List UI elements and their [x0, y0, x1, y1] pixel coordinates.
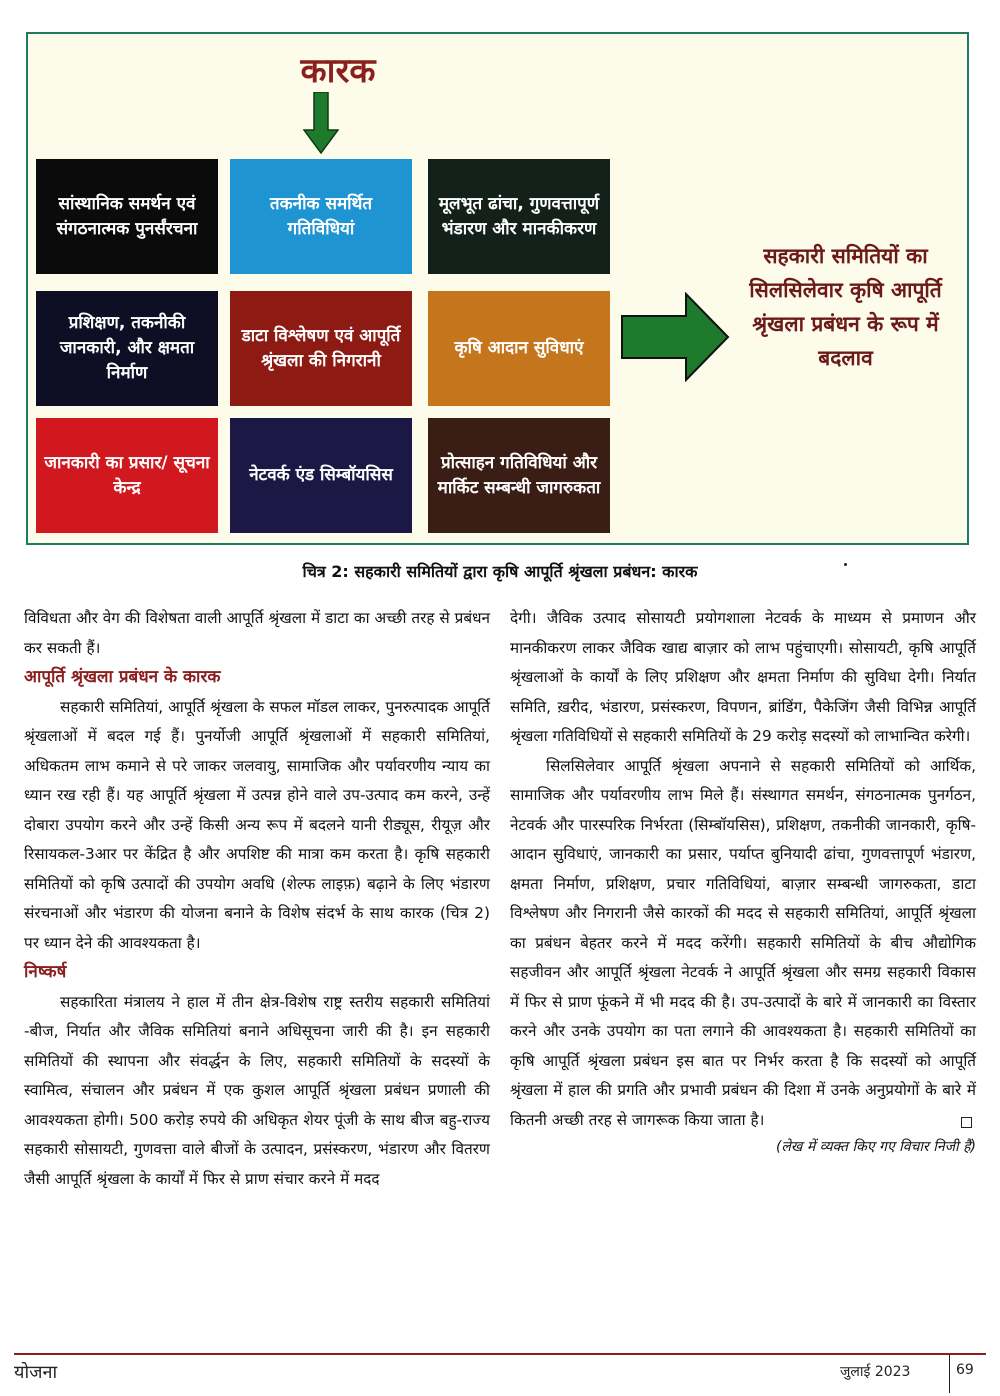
- factor-box-institutional-support: सांस्थानिक समर्थन एवं संगठनात्मक पुनर्संरचना: [36, 159, 218, 274]
- magazine-name: योजना: [14, 1362, 58, 1383]
- factor-box-tech-activities: तकनीक समर्थित गतिविधियां: [230, 159, 412, 274]
- figure-caption: चित्र 2: सहकारी समितियों द्वारा कृषि आपूर्ति श्रृंखला प्रबंधन: कारक: [302, 562, 698, 581]
- factor-box-training: प्रशिक्षण, तकनीकी जानकारी, और क्षमता निर्माण: [36, 291, 218, 406]
- stray-dot: [844, 563, 847, 566]
- factor-box-agri-input: कृषि आदान सुविधाएं: [428, 291, 610, 406]
- factor-box-infrastructure: मूलभूत ढांचा, गुणवत्तापूर्ण भंडारण और मानकीकरण: [428, 159, 610, 274]
- paragraph: सहकारिता मंत्रालय ने हाल में तीन क्षेत्र-विशेष राष्ट्र स्तरीय सहकारी समितियां -बीज, निर्यात और जैविक समितियां बनाने अधिसूचना जारी की है। इन सहकारी समितियों की स्थापना और संवर्द्धन के लिए, सहकारी समितियों के सदस्यों के स्वामित्व, संचालन और प्रबंधन में एक कुशल आपूर्ति श्रृंखला प्रबंधन प्रणाली की आवश्यकता होगी। 500 करोड़ रुपये की अधिकृत शेयर पूंजी के साथ बीज बहु-राज्य सहकारी सोसायटी, गुणवत्ता वाले बीजों के उत्पादन, प्रसंस्करण, भंडारण और वितरण जैसी आपूर्ति श्रृंखला के कार्यों में फिर से प्राण संचार करने में मदद: [24, 992, 490, 1188]
- paragraph: देगी। जैविक उत्पाद सोसायटी प्रयोगशाला नेटवर्क के माध्यम से प्रमाणन और मानकीकरण लाकर जैविक खाद्य बाज़ार को लाभ पहुंचाएगी। सोसायटी, कृषि आपूर्ति श्रृंखलाओं के कार्यों के लिए प्रशिक्षण और क्षमता निर्माण की सुविधा देगी। निर्यात समिति, ख़रीद, भंडारण, प्रसंस्करण, विपणन, ब्रांडिंग, पैकेजिंग जैसी विभिन्न आपूर्ति श्रृंखला गतिविधियों से सहकारी समितियों के 29 करोड़ सदस्यों को लाभान्वित करेगी।: [510, 609, 976, 745]
- outcome-text: सहकारी समितियों का सिलसिलेवार कृषि आपूर्ति श्रृंखला प्रबंधन के रूप में बदलाव: [749, 244, 942, 370]
- figure-title: कारक: [300, 51, 376, 91]
- paragraph-text: सिलसिलेवार आपूर्ति श्रृंखला अपनाने से सहकारी समितियों को आर्थिक, सामाजिक और पर्यावरणीय लाभ मिले हैं। संस्थागत समर्थन, संगठनात्मक पुनर्गठन, नेटवर्क और पारस्परिक निर्भरता (सिम्बॉयसिस), प्रशिक्षण, तकनीकी जानकारी, कृषि-आदान सुविधाएं, जानकारी का प्रसार, पर्याप्त बुनियादी ढांचा, गुणवत्तापूर्ण भंडारण, क्षमता निर्माण, प्रशिक्षण, प्रचार गतिविधियां, बाज़ार सम्बन्धी जागरुकता, डाटा विश्लेषण और निगरानी जैसे कारकों की मदद से सहकारी समितियां, आपूर्ति श्रृंखला का प्रबंधन बेहतर करने में मदद करेंगी। सहकारी समितियों के बीच औद्योगिक सहजीवन और आपूर्ति श्रृंखला नेटवर्क ने आपूर्ति श्रृंखला और समग्र सहकारी विकास में फिर से प्राण फूंकने में भी मदद की है। उप-उत्पादों के बारे में जानकारी का विस्तार करने और उनके उपयोग का पता लगाने की आवश्यकता है। सहकारी समितियों का कृषि आपूर्ति श्रृंखला प्रबंधन इस बात पर निर्भर करता है कि सदस्यों को आपूर्ति श्रृंखला में हाल की प्रगति और प्रभावी प्रबंधन की दिशा में उनके अनुप्रयोगों के बारे में कितनी अच्छी तरह से जागरूक किया जाता है।: [510, 756, 976, 1129]
- factor-box-information-dissemination: जानकारी का प्रसार/ सूचना केन्द्र: [36, 418, 218, 533]
- factor-box-data-analysis: डाटा विश्लेषण एवं आपूर्ति श्रृंखला की निगरानी: [230, 291, 412, 406]
- page-number: 69: [956, 1362, 974, 1378]
- right-column: [510, 604, 976, 1159]
- down-arrow-icon: [303, 92, 339, 154]
- paragraph: सहकारी समितियां, आपूर्ति श्रृंखला के सफल मॉडल लाकर, पुनरुत्पादक आपूर्ति श्रृंखलाओं में बदल गई हैं। पुनर्योजी आपूर्ति श्रृंखलाओं में सहकारी समितियां, अधिकतम लाभ कमाने से परे जाकर जलवायु, सामाजिक और पर्यावरणीय न्याय का ध्यान रख रही हैं। यह आपूर्ति श्रृंखला में उत्पन्न होने वाले उप-उत्पाद कम करने, उन्हें दोबारा उपयोग करने और उन्हें किसी अन्य रूप में बदलने यानी रीड्यूस, रीयूज़ और रिसायकल-3आर पर केंद्रित है और अपशिष्ट की मात्रा कम करता है। कृषि सहकारी समितियों को कृषि उत्पादों की उपयोग अवधि (शेल्फ लाइफ़) बढ़ाने के लिए भंडारण संरचनाओं और भंडारण की योजना बनाने के विशेष संदर्भ के साथ कारक (चित्र 2) पर ध्यान देने की आवश्यकता है।: [24, 697, 490, 952]
- paragraph: विविधता और वेग की विशेषता वाली आपूर्ति श्रृंखला में डाटा का अच्छी तरह से प्रबंधन कर सकती हैं।: [24, 609, 490, 657]
- disclaimer-note: (लेख में व्यक्त किए गए विचार निजी हैं): [775, 1139, 976, 1155]
- issue-date: जुलाई 2023: [840, 1364, 911, 1380]
- end-of-article-icon: [961, 1117, 972, 1128]
- left-column: [24, 604, 490, 1194]
- footer-rule: [14, 1353, 986, 1355]
- factors-figure: [26, 32, 969, 545]
- section-heading-conclusion: निष्कर्ष: [24, 962, 67, 982]
- right-arrow-icon: [620, 292, 730, 382]
- paragraph-final: [510, 752, 976, 1136]
- footer-separator: [949, 1355, 950, 1393]
- section-heading-factors: आपूर्ति श्रृंखला प्रबंधन के कारक: [24, 667, 221, 687]
- factor-box-promotion-awareness: प्रोत्साहन गतिविधियां और मार्किट सम्बन्धी जागरुकता: [428, 418, 610, 533]
- factor-box-network-symbiosis: नेटवर्क एंड सिम्बॉयसिस: [230, 418, 412, 533]
